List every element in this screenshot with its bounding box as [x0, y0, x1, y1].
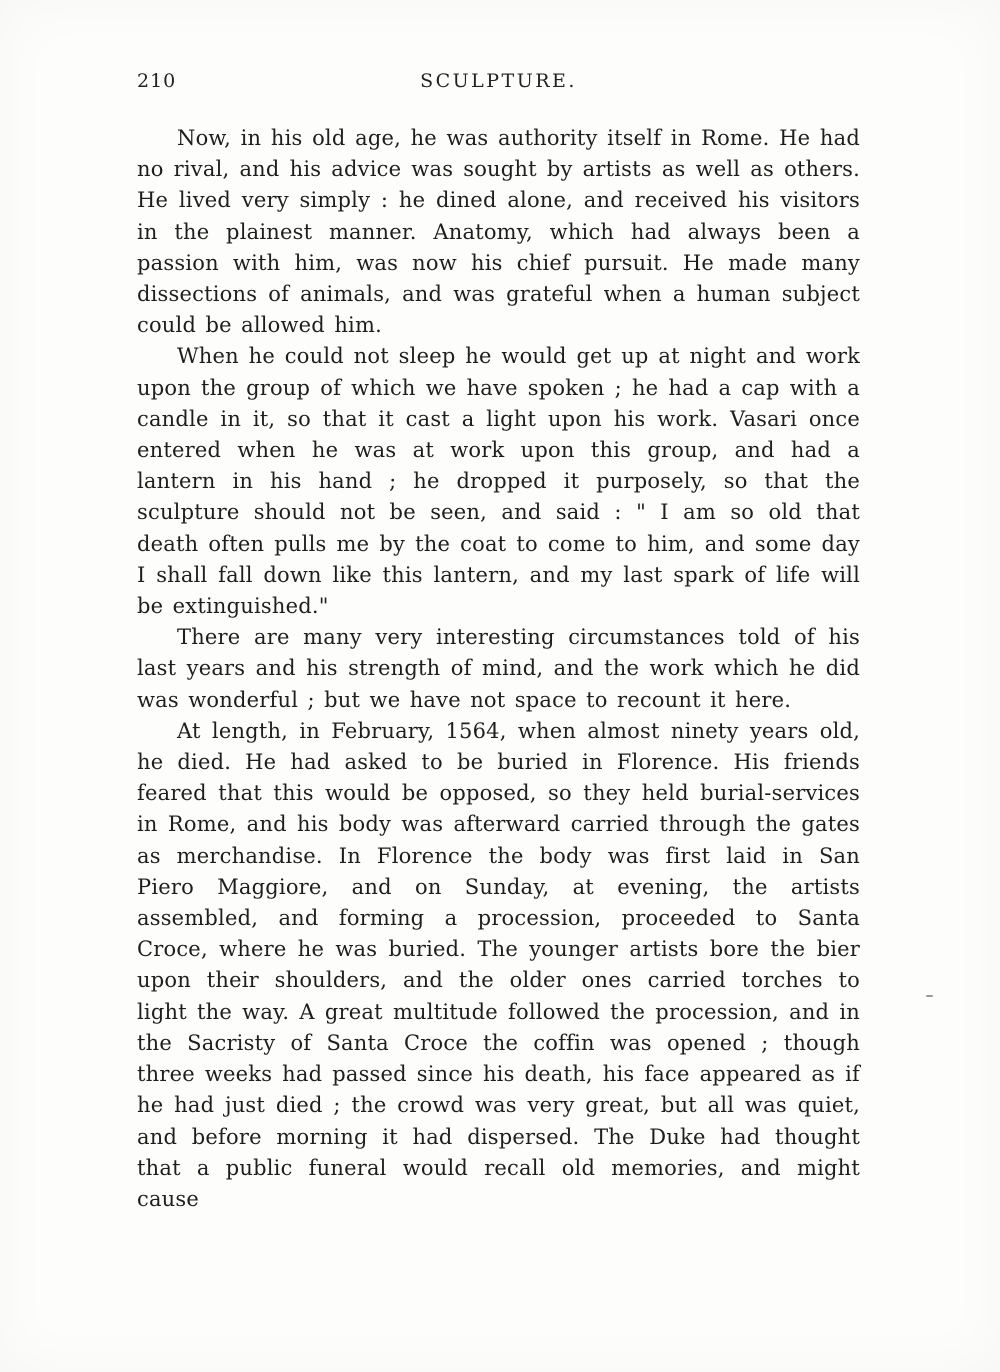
- paragraph: Now, in his old age, he was authority itself in Rome. He had no rival, and his advice was sought by artists as well as others. He lived very simply : he dined alone, and received his visitors in the plainest manner. Anatomy, which had always been a passion with him, was now his chief pursuit. He made many dissections of animals, and was grateful when a human subject could be allowed him.: [137, 126, 860, 338]
- paragraph: There are many very interesting circumstances told of his last years and his strength of mind, and the work which he did was wonderful ; but we have not space to recount it here.: [137, 625, 860, 712]
- page-header: [137, 70, 860, 98]
- scan-artifact: [926, 995, 933, 997]
- running-title: SCULPTURE.: [420, 70, 577, 92]
- text-block: [137, 123, 860, 1215]
- paragraph: When he could not sleep he would get up at night and work upon the group of which we have spoken ; he had a cap with a candle in it, so that it cast a light upon his work. Vasari once entered when he was at work upon this group, and had a lantern in his hand ; he dropped it purposely, so that the sculpture should not be seen, and said : " I am so old that death often pulls me by the coat to come to him, and some day I shall fall down like this lantern, and my last spark of life will be extinguished.": [137, 344, 860, 619]
- paragraph: At length, in February, 1564, when almost ninety years old, he died. He had asked to be buried in Florence. His friends feared that this would be opposed, so they held burial-services in Rome, and his body was afterward carried through the gates as merchandise. In Florence the body was first laid in San Piero Maggiore, and on Sunday, at evening, the artists assembled, and forming a procession, proceeded to Santa Croce, where he was buried. The younger artists bore the bier upon their shoulders, and the older ones carried torches to light the way. A great multitude followed the procession, and in the Sacristy of Santa Croce the coffin was opened ; though three weeks had passed since his death, his face appeared as if he had just died ; the crowd was very great, but all was quiet, and before morning it had dispersed. The Duke had thought that a public funeral would recall old memories, and might cause: [137, 718, 860, 1211]
- page-number: 210: [137, 70, 177, 92]
